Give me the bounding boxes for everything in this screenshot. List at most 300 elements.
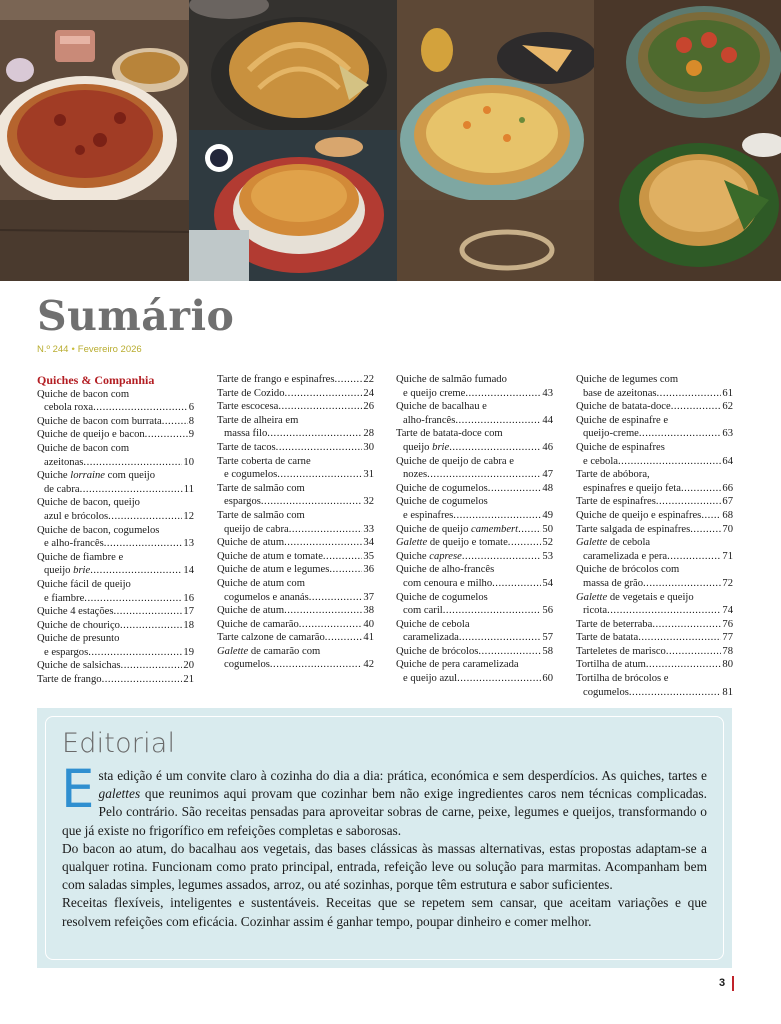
index-entry-page: 71 — [722, 550, 733, 562]
index-entry[interactable] — [576, 658, 733, 672]
index-entry-page: 76 — [722, 618, 733, 630]
index-entry-line-with-page — [217, 441, 374, 455]
index-entry[interactable] — [396, 482, 553, 496]
dot-leader — [93, 401, 188, 415]
index-entry-line-with-page — [37, 415, 194, 429]
dot-leader — [90, 564, 182, 578]
index-entry-page: 6 — [188, 402, 194, 414]
index-entry-line — [37, 578, 194, 592]
index-entry-line-with-page — [396, 441, 553, 455]
dot-leader — [681, 482, 721, 496]
index-entry-title: Quiche de bacon, cogumelos — [37, 524, 160, 536]
index-entry-title: Quiche de atum — [217, 537, 285, 549]
dot-leader — [639, 427, 722, 441]
index-entry-page: 40 — [363, 618, 374, 630]
index-entry-line-with-page — [37, 456, 194, 470]
index-entry-page: 21 — [183, 674, 194, 686]
index-entry-title: Quiche fácil de queijo — [37, 578, 131, 590]
index-entry[interactable] — [576, 618, 733, 632]
index-entry[interactable] — [396, 373, 553, 400]
index-entry-line-with-page — [217, 468, 374, 482]
index-entry[interactable] — [217, 387, 374, 401]
index-entry-title: Quiche 4 estações — [37, 606, 114, 618]
dot-leader — [261, 495, 363, 509]
dot-leader — [671, 400, 722, 414]
index-entry-title: queijo brie — [403, 441, 450, 453]
index-entry[interactable] — [217, 441, 374, 455]
dot-leader — [701, 509, 721, 523]
index-entry-line-with-page — [396, 414, 553, 428]
index-entry-line-with-page — [217, 387, 374, 401]
index-entry-page: 22 — [363, 374, 374, 385]
index-entry-line — [396, 495, 553, 509]
index-entry[interactable] — [576, 645, 733, 659]
index-entry-page: 64 — [722, 455, 733, 467]
index-entry-page: 53 — [542, 550, 553, 562]
index-entry[interactable] — [217, 536, 374, 550]
editorial-paragraph-1 — [61, 759, 707, 840]
index-entry-title: Quiche de bacon com — [37, 442, 130, 454]
index-entry[interactable] — [37, 578, 194, 605]
index-entry-title: Tortilha de atum — [576, 659, 646, 671]
dot-leader — [478, 645, 541, 659]
index-entry-title: Quiche de cogumelos — [396, 482, 488, 494]
index-entry-line-with-page — [396, 645, 553, 659]
index-entry-title: e cebola — [583, 455, 618, 467]
dot-leader — [277, 468, 362, 482]
page-title: Sumário — [37, 292, 235, 340]
dot-leader — [508, 536, 542, 550]
index-column-2 — [217, 373, 374, 672]
index-entry-line-with-page — [396, 631, 553, 645]
index-entry-title: Tarte de frango — [37, 674, 102, 686]
index-entry-line — [37, 524, 194, 538]
index-entry-line — [37, 496, 194, 510]
index-entry-page: 66 — [722, 482, 733, 494]
index-entry-title: e alho-francês — [44, 538, 104, 550]
index-entry-title: Quiche de atum — [217, 605, 285, 617]
index-entry-line — [576, 468, 733, 482]
index-entry-title: Quiche de batata-doce — [576, 401, 671, 413]
index-entry[interactable] — [576, 373, 733, 400]
index-entry-title: Galette de vegetais e queijo — [576, 591, 694, 603]
index-entry-page: 32 — [363, 496, 374, 508]
index-entry[interactable] — [217, 400, 374, 414]
index-entry-title: azul e brócolos — [44, 510, 109, 522]
editorial-text — [61, 759, 707, 931]
dot-leader — [329, 563, 362, 577]
index-entry[interactable] — [217, 550, 374, 564]
index-entry-page: 28 — [363, 428, 374, 440]
index-entry[interactable] — [37, 442, 194, 469]
index-entry-line-with-page — [217, 658, 374, 672]
dot-leader — [462, 550, 542, 564]
dot-leader — [449, 441, 541, 455]
index-entry-line-with-page — [396, 550, 553, 564]
index-entry-title: Quiche de queijo e bacon — [37, 429, 145, 441]
index-entry[interactable] — [217, 618, 374, 632]
index-entry-line — [576, 373, 733, 387]
index-entry-page: 46 — [542, 441, 553, 453]
index-entry-page: 60 — [542, 673, 553, 685]
index-entry-line-with-page — [576, 523, 733, 537]
index-entry-line-with-page — [396, 387, 553, 401]
index-entry-line-with-page — [576, 604, 733, 618]
index-entry[interactable] — [217, 563, 374, 577]
index-entry-line-with-page — [576, 427, 733, 441]
index-entry-line-with-page — [396, 468, 553, 482]
dot-leader — [646, 658, 722, 672]
dot-leader — [638, 631, 721, 645]
index-entry[interactable] — [37, 524, 194, 551]
index-entry-page: 50 — [542, 523, 553, 535]
index-entry[interactable] — [396, 536, 553, 550]
index-entry-page: 80 — [722, 659, 733, 671]
index-entry-page: 19 — [183, 646, 194, 658]
index-entry-title: caramelizada e pera — [583, 550, 668, 562]
index-entry-line — [37, 388, 194, 402]
index-entry-page: 20 — [183, 660, 194, 672]
index-entry[interactable] — [576, 523, 733, 537]
index-entry[interactable] — [576, 509, 733, 523]
index-entry-page: 33 — [363, 523, 374, 535]
tart-and-pie-photo — [594, 0, 781, 281]
photo-strip — [0, 0, 781, 281]
index-entry-title: Quiche de cogumelos — [396, 591, 488, 603]
index-entry-title: Quiche de bacon com burrata — [37, 415, 162, 427]
index-entry-title: cebola roxa — [44, 402, 94, 414]
dot-leader — [309, 591, 363, 605]
index-entry-title: queijo brie — [44, 565, 91, 577]
index-entry[interactable] — [576, 563, 733, 590]
index-entry-title: cogumelos — [583, 686, 629, 698]
index-entry-title: Tarte de beterraba — [576, 618, 653, 630]
index-entry[interactable] — [576, 414, 733, 441]
index-entry-title: Quiche de bacalhau e — [396, 401, 487, 413]
index-entry-title: cogumelos e ananás — [224, 591, 309, 603]
index-entry-title: Tarte de tacos — [217, 441, 276, 453]
index-entry-title: caramelizada — [403, 632, 459, 644]
index-entry-title: e queijo azul — [403, 673, 458, 685]
index-entry-line-with-page — [396, 577, 553, 591]
dot-leader — [457, 672, 541, 686]
index-entry-line — [576, 591, 733, 605]
index-entry-title: de cabra — [44, 483, 80, 495]
index-entry-title: alho-francês — [403, 414, 456, 426]
dot-leader — [618, 455, 721, 469]
editorial-paragraph-2: Do bacon ao atum, do bacalhau aos vegetais, das bases clássicas às massas alternativas, estas propostas adaptam-se a qualquer rotina. Funcionam como prato principal, entrada, refeição leve ou solução para marmitas. Acompanham bem com saladas simples, legumes assados, arroz, ou até sozinhas, porque têm estrutura e sabor suficientes. — [62, 840, 707, 893]
index-entry-line — [217, 577, 374, 591]
index-entry-title: ricota — [583, 605, 608, 617]
index-entry-line-with-page — [217, 563, 374, 577]
index-entry-title: com cenoura e milho — [403, 577, 493, 589]
index-column-4 — [576, 373, 733, 699]
index-entry-page: 38 — [363, 605, 374, 617]
index-entry-line-with-page — [217, 427, 374, 441]
dot-leader — [145, 428, 188, 442]
index-entry[interactable] — [396, 550, 553, 564]
index-entry-line-with-page — [217, 618, 374, 632]
dot-leader — [607, 604, 721, 618]
index-entry-page: 63 — [722, 428, 733, 440]
index-entry-title: Quiche de pera caramelizada — [396, 659, 519, 671]
dot-leader — [629, 686, 722, 700]
dot-leader — [113, 605, 182, 619]
bullet-icon: • — [71, 344, 75, 355]
index-entry-title: Quiche de legumes com — [576, 374, 679, 385]
index-entry-title: Tarte de abóbora, — [576, 469, 650, 481]
index-entry-page: 30 — [363, 441, 374, 453]
dot-leader — [652, 618, 721, 632]
index-entry-page: 48 — [542, 482, 553, 494]
index-entry-line-with-page — [37, 483, 194, 497]
dot-leader — [465, 387, 541, 401]
index-entry-line — [217, 455, 374, 469]
issue-date: Fevereiro 2026 — [77, 344, 142, 355]
index-entry[interactable] — [37, 659, 194, 673]
index-entry-page: 11 — [183, 483, 194, 495]
index-entry-line-with-page — [37, 401, 194, 415]
index-entry-page: 78 — [722, 645, 733, 657]
index-entry-page: 17 — [183, 606, 194, 618]
editorial-dropcap: E — [61, 759, 95, 820]
index-entry-title: Quiche de cebola — [396, 618, 470, 630]
index-entry-title: Tarte salgada de espinafres — [576, 523, 691, 535]
index-entry-title: Galette de camarão com — [217, 645, 321, 657]
index-entry[interactable] — [217, 509, 374, 536]
dot-leader — [108, 510, 182, 524]
index-entry-title: Tarte de batata-doce com — [396, 428, 503, 440]
index-entry[interactable] — [576, 631, 733, 645]
dot-leader — [323, 550, 363, 564]
index-entry-page: 77 — [722, 632, 733, 644]
index-entry[interactable] — [217, 631, 374, 645]
index-entry[interactable] — [576, 672, 733, 699]
index-entry-page: 34 — [363, 537, 374, 549]
index-entry-line-with-page — [576, 658, 733, 672]
dot-leader — [427, 468, 541, 482]
index-entry[interactable] — [37, 619, 194, 633]
dot-leader — [643, 577, 721, 591]
index-entry-page: 8 — [188, 415, 194, 427]
index-entry-line-with-page — [37, 537, 194, 551]
index-entry[interactable] — [396, 563, 553, 590]
index-entry-line-with-page — [396, 672, 553, 686]
index-entry-line-with-page — [217, 536, 374, 550]
index-entry[interactable] — [576, 468, 733, 495]
dot-leader — [656, 495, 722, 509]
index-entry[interactable] — [217, 455, 374, 482]
index-entry[interactable] — [576, 400, 733, 414]
dot-leader — [518, 523, 541, 537]
index-entry[interactable] — [217, 482, 374, 509]
dot-leader — [278, 400, 362, 414]
index-entry-title: Tarte de frango e espinafres — [217, 374, 335, 385]
index-entry-page: 74 — [722, 605, 733, 617]
index-entry[interactable] — [396, 427, 553, 454]
index-entry-line-with-page — [37, 673, 194, 687]
index-entry-title: com caril — [403, 605, 443, 617]
index-entry-page: 12 — [183, 510, 194, 522]
index-entry[interactable] — [217, 414, 374, 441]
index-entry[interactable] — [217, 604, 374, 618]
index-entry-title: Galette de queijo e tomate — [396, 537, 508, 549]
index-entry-page: 24 — [363, 387, 374, 399]
index-entry-line-with-page — [576, 400, 733, 414]
dot-leader — [83, 456, 182, 470]
index-entry-title: Galette de cebola — [576, 537, 651, 549]
index-entry-title: nozes — [403, 469, 428, 481]
index-entry-page: 42 — [363, 659, 374, 671]
index-entry-line — [37, 632, 194, 646]
dot-leader — [488, 482, 542, 496]
index-entry-title: Quiche de salsichas — [37, 660, 121, 672]
index-entry-line-with-page — [37, 619, 194, 633]
index-entry-title: espinafres e queijo feta — [583, 482, 681, 494]
index-entry-page: 68 — [722, 509, 733, 521]
index-entry-line-with-page — [396, 604, 553, 618]
index-entry-line-with-page — [576, 686, 733, 700]
index-entry-line-with-page — [576, 645, 733, 659]
index-entry-line-with-page — [576, 495, 733, 509]
index-entry-page: 81 — [722, 686, 733, 698]
index-entry-title: Quiche de cogumelos — [396, 496, 488, 508]
index-entry-page: 52 — [542, 537, 553, 549]
dot-leader — [335, 373, 363, 387]
index-entry-title: Quiche de queijo e espinafres — [576, 509, 702, 521]
index-entry-page: 49 — [542, 509, 553, 521]
index-entry[interactable] — [576, 536, 733, 563]
dot-leader — [443, 604, 542, 618]
index-entry-page: 13 — [183, 538, 194, 550]
index-entry[interactable] — [37, 388, 194, 415]
index-entry-title: Quiche caprese — [396, 550, 462, 562]
index-entry-title: Tarte escocesa — [217, 401, 279, 413]
dot-leader — [325, 631, 363, 645]
index-entry-line-with-page — [217, 591, 374, 605]
dot-leader — [121, 659, 183, 673]
index-entry[interactable] — [396, 645, 553, 659]
index-entry-line-with-page — [217, 400, 374, 414]
index-entry-title: Tarte de alheira em — [217, 414, 299, 426]
index-entry-line-with-page — [396, 523, 553, 537]
index-entry[interactable] — [576, 591, 733, 618]
index-entry[interactable] — [396, 400, 553, 427]
dot-leader — [284, 536, 362, 550]
index-entry[interactable] — [396, 591, 553, 618]
dot-leader — [162, 415, 188, 429]
index-entry-page: 56 — [542, 605, 553, 617]
index-entry-line-with-page — [396, 509, 553, 523]
index-entry-title: Quiche de brócolos — [396, 645, 479, 657]
index-entry-page: 44 — [542, 414, 553, 426]
index-entry-page: 37 — [363, 591, 374, 603]
index-entry[interactable] — [37, 428, 194, 442]
index-entry-line-with-page — [37, 659, 194, 673]
index-entry-page: 18 — [183, 619, 194, 631]
index-entry-line-with-page — [217, 495, 374, 509]
index-entry-title: Tarte coberta de carne — [217, 455, 311, 467]
index-entry[interactable] — [576, 495, 733, 509]
index-entry-page: 36 — [363, 564, 374, 576]
index-entry-title: Quiche de alho-francês — [396, 564, 495, 576]
dot-leader — [657, 387, 722, 401]
dot-leader — [276, 441, 363, 455]
index-entry-line — [396, 591, 553, 605]
index-entry-line-with-page — [576, 509, 733, 523]
index-entry-page: 35 — [363, 550, 374, 562]
dot-leader — [120, 619, 182, 633]
index-entry-line-with-page — [576, 550, 733, 564]
dot-leader — [492, 577, 541, 591]
dot-leader — [459, 631, 542, 645]
index-entry-title: Quiche de chouriço — [37, 619, 120, 631]
dot-leader — [289, 523, 363, 537]
index-entry-line — [217, 509, 374, 523]
index-entry[interactable] — [37, 632, 194, 659]
index-entry-page: 26 — [363, 401, 374, 413]
index-entry[interactable] — [396, 455, 553, 482]
dot-leader — [284, 604, 362, 618]
index-entry[interactable] — [396, 658, 553, 685]
index-entry-line-with-page — [37, 605, 194, 619]
index-entry[interactable] — [37, 605, 194, 619]
index-entry-line-with-page — [37, 646, 194, 660]
index-entry[interactable] — [37, 496, 194, 523]
index-entry-line-with-page — [576, 455, 733, 469]
dot-leader — [666, 645, 722, 659]
index-entry-title: Quiche de queijo de cabra e — [396, 455, 514, 467]
index-entry[interactable] — [217, 645, 374, 672]
index-entry-title: Quiche de camarão — [217, 618, 299, 630]
index-entry[interactable] — [217, 373, 374, 387]
index-entry[interactable] — [396, 523, 553, 537]
index-entry[interactable] — [37, 415, 194, 429]
dot-leader — [88, 646, 182, 660]
index-entry-title: Quiche de atum e tomate — [217, 550, 323, 562]
index-entry-line-with-page — [217, 550, 374, 564]
index-entry-page: 16 — [183, 592, 194, 604]
index-entry-line-with-page — [576, 482, 733, 496]
index-entry-line — [396, 658, 553, 672]
page-number-bar — [732, 976, 734, 991]
index-entry[interactable] — [396, 618, 553, 645]
dot-leader — [80, 483, 183, 497]
index-entry[interactable] — [217, 577, 374, 604]
index-entry-title: espargos — [224, 496, 261, 508]
index-entry-title: e queijo creme — [403, 387, 466, 399]
index-entry[interactable] — [37, 673, 194, 687]
index-entry-line — [37, 469, 194, 483]
dot-leader — [690, 523, 721, 537]
corn-quiche-photo — [397, 0, 594, 281]
index-entry[interactable] — [576, 441, 733, 468]
index-entry-page: 58 — [542, 645, 553, 657]
index-entry-line — [37, 442, 194, 456]
index-entry-title: Tarte de Cozido — [217, 387, 285, 399]
index-entry-title: e espinafres — [403, 509, 454, 521]
index-entry-page: 62 — [722, 401, 733, 413]
index-entry[interactable] — [396, 495, 553, 522]
index-entry-line-with-page — [576, 631, 733, 645]
index-entry[interactable] — [37, 469, 194, 496]
index-entry[interactable] — [37, 551, 194, 578]
index-entry-title: Tortilha de brócolos e — [576, 673, 669, 685]
index-entry-line-with-page — [217, 631, 374, 645]
editorial-paragraph-3: Receitas flexíveis, inteligentes e sustentáveis. Receitas que se repetem sem cansar, que aceitam variações e que resolvem refeições com eficácia. Cozinhar assim é ganhar tempo, poupar dinheiro e comer melhor. — [62, 895, 707, 929]
index-entry-page: 61 — [722, 387, 733, 399]
index-entry-title: Quiche de bacon, queijo — [37, 497, 140, 509]
